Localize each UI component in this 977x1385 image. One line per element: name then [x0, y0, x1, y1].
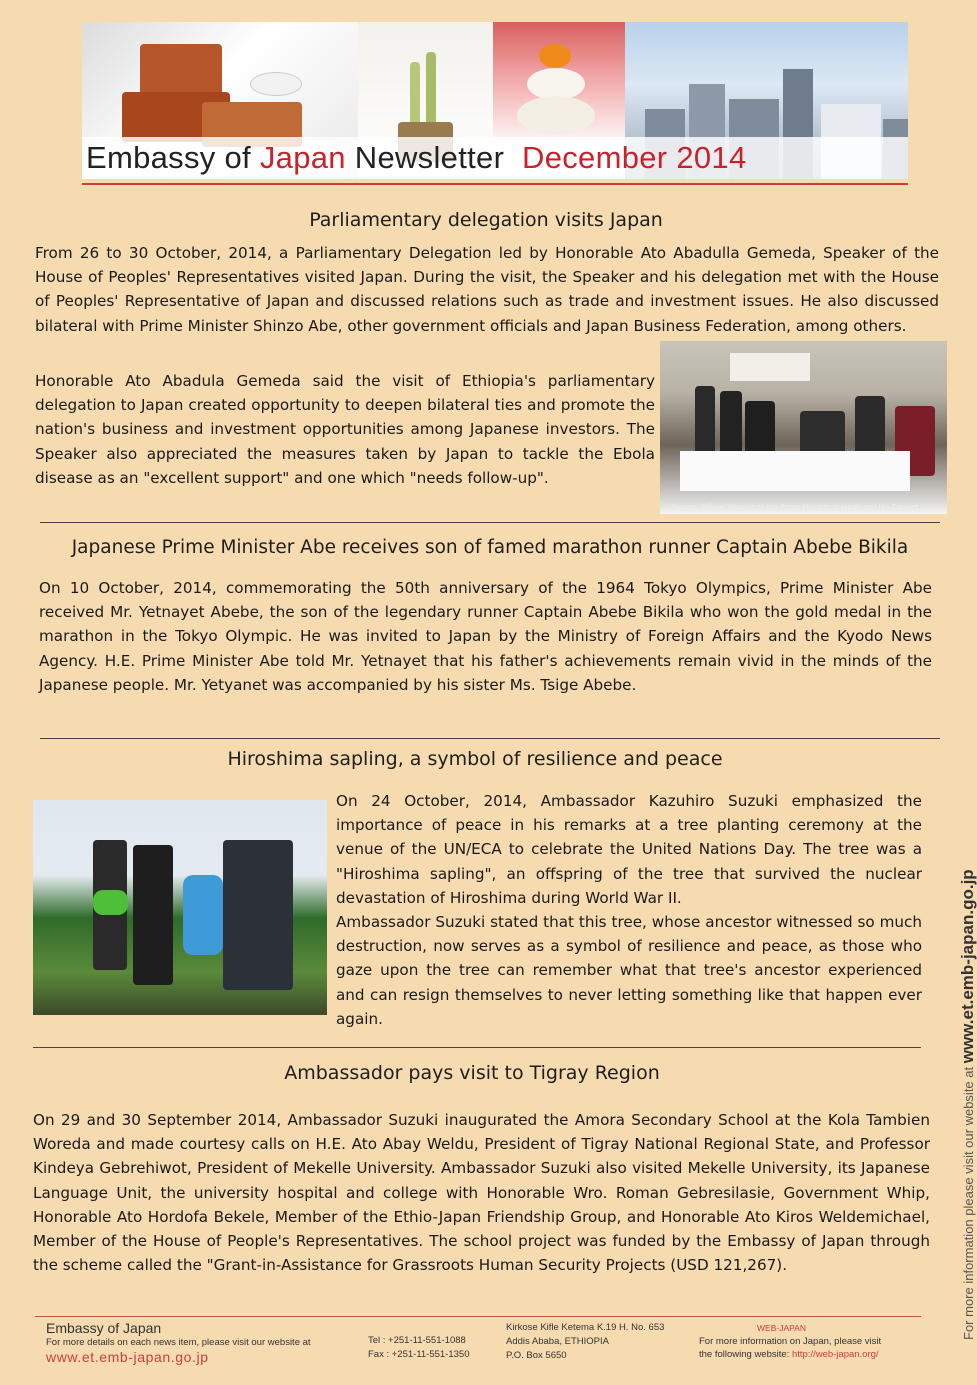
article-1-paragraph-2: Honorable Ato Abadula Gemeda said the visit of Ethiopia's parliamentary delegation to Japan created opportunity to deepen bilateral ties and promote the nation's business and investment opportunities among Japanese investors. The Speaker also appreciated the measures taken by Japan to tackle the Ebola disease as an "excellent support" and one which "needs follow-up". — [35, 372, 655, 487]
divider-3 — [33, 1047, 921, 1048]
side-website-url[interactable]: www.et.emb-japan.go.jp — [958, 869, 977, 1064]
article-2-heading: Japanese Prime Minister Abe receives son of famed marathon runner Captain Abebe Bikila — [71, 537, 909, 558]
divider-2 — [40, 738, 940, 739]
web-japan-link[interactable]: http://web-japan.org/ — [791, 1349, 879, 1360]
divider-1 — [40, 522, 940, 523]
footer-details: For more details on each news item, please visit our website at — [46, 1337, 311, 1348]
article-1-paragraph-1: From 26 to 30 October, 2014, a Parliamentary Delegation led by Honorable Ato Abadulla Gemeda, Speaker of the House of Peoples' Representatives visited Japan. During the visit, the Speaker and his delegation met with the House of Peoples' Representative of Japan and discussed relations such as trade and investment issues. He also discussed bilateral with Prime Minister Shinzo Abe, other government officials and Japan Business Federation, among others. — [35, 244, 939, 335]
delegation-meeting-photo — [660, 341, 947, 514]
footer-address-2: Addis Ababa, ETHIOPIA — [506, 1336, 609, 1347]
footer-website-link[interactable]: www.et.emb-japan.go.jp — [46, 1349, 209, 1365]
article-3-paragraph-1: On 24 October, 2014, Ambassador Kazuhiro Suzuki emphasized the importance of peace in his remarks at a tree planting ceremony at the venue of the UN/ECA to celebrate the United Nations Day. The tree was a "Hiroshima sapling", an offspring of the tree that survived the nuclear devastation of Hiroshima during World War II. — [336, 792, 922, 907]
article-2-paragraph: On 10 October, 2014, commemorating the 50th anniversary of the 1964 Tokyo Olympics, Prime Minister Abe received Mr. Yetnayet Abebe, the son of the legendary runner Captain Abebe Bikila who won the gold medal in the marathon in the Tokyo Olympic. He was invited to Japan by the Ministry of Foreign Affairs and the Kyodo News Agency. H.E. Prime Minister Abe told Mr. Yetnayet that his father's achievements remain vivid in the minds of the Japanese people. Mr. Yetyanet was accompanied by his sister Ms. Tsige Abebe. — [39, 579, 932, 694]
web-japan-label: the following website: — [699, 1349, 790, 1360]
article-4-heading: Ambassador pays visit to Tigray Region — [284, 1062, 660, 1084]
web-japan-line-1: For more information on Japan, please visit — [699, 1336, 882, 1347]
article-4-paragraph: On 29 and 30 September 2014, Ambassador Suzuki inaugurated the Amora Secondary School at the Kola Tambien Woreda and made courtesy calls on H.E. Ato Abay Weldu, President of Tigray National Regional State, and Professor Kindeya Gebrehiwot, President of Mekelle University. Ambassador Suzuki also visited Mekelle University, its Japanese Language Unit, the university hospital and college with Honorable Wro. Roman Gebresilasie, Government Whip, Honorable Ato Hordofa Bekele, Member of the Ethio-Japan Friendship Group, and Honorable Ato Kiros Weldemichael, Member of the House of People's Representatives. The school project was funded by the Embassy of Japan through the scheme called the "Grant-in-Assistance for Grassroots Human Security Projects (USD 121,267). — [33, 1111, 930, 1275]
article-1-heading: Parliamentary delegation visits Japan — [309, 209, 663, 231]
footer-rule — [35, 1316, 921, 1317]
web-japan-title: WEB-JAPAN — [757, 1323, 806, 1333]
newsletter-title: Embassy of Japan Newsletter December 2014 — [86, 140, 747, 175]
newsletter-date: December 2014 — [522, 140, 747, 175]
article-3-heading: Hiroshima sapling, a symbol of resilience and peace — [227, 748, 723, 770]
footer-address-3: P.O. Box 5650 — [506, 1350, 567, 1361]
web-japan-line-2 — [699, 1349, 879, 1360]
footer-fax: Fax : +251-11-551-1350 — [368, 1349, 470, 1360]
footer-tel: Tel : +251-11-551-1088 — [368, 1335, 466, 1346]
photo-caption: Source: Official Website of the Prime Minister of Japan and His Cabinet — [672, 503, 919, 511]
header-rule — [82, 183, 908, 185]
side-website-note: For more information please visit our website at www.et.emb-japan.go.jp — [958, 869, 977, 1340]
footer-address-1: Kirkose Kifle Ketema K.19 H. No. 653 — [506, 1322, 665, 1333]
article-3-paragraph-2: Ambassador Suzuki stated that this tree, whose ancestor witnessed so much destruction, now serves as a symbol of resilience and peace, as those who gaze upon the tree can remember what that tree's ancestor experienced and can resign themselves to never letting something like that happen ever again. — [336, 913, 922, 1028]
tree-planting-photo — [33, 800, 327, 1015]
footer-org: Embassy of Japan — [46, 1320, 162, 1336]
